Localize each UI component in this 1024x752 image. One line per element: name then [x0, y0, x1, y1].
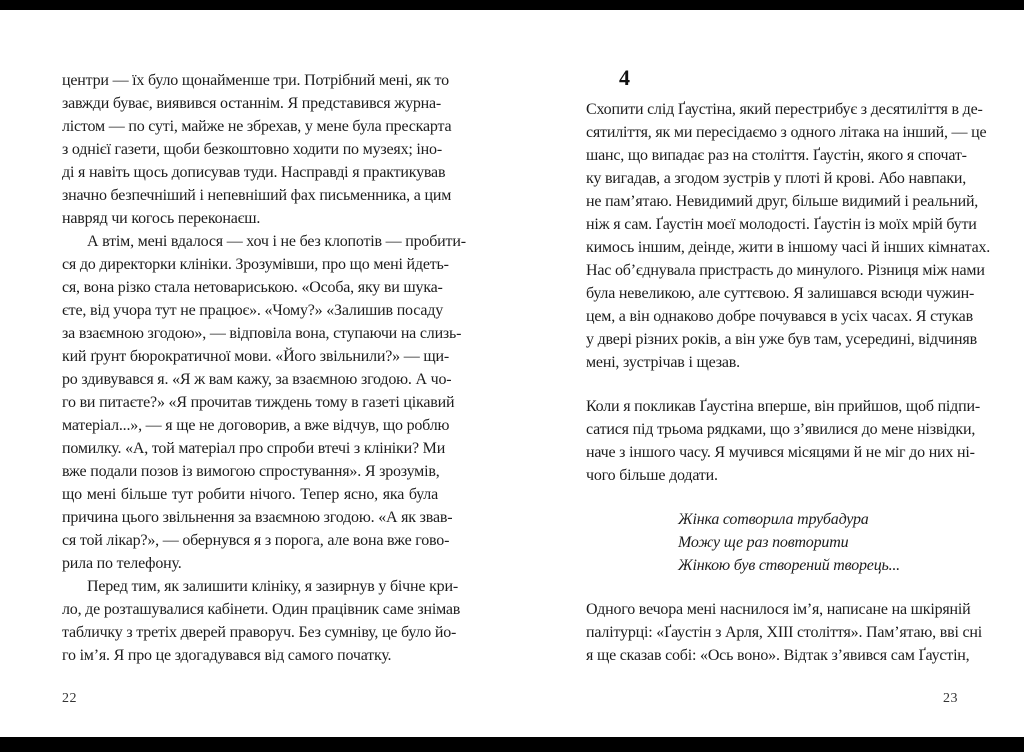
text-line: го ви питаєте?» «Я прочитав тиждень тому в газеті цікавий: [62, 394, 455, 411]
text-line: значно безпечніший і непевніший фах письменника, а цим: [62, 187, 452, 204]
text-line: причина цього звільнення за взаємною згодою. «А як звав-: [62, 509, 453, 526]
text-line: кий ґрунт бюрократичної мови. «Його звільнили?» — щи-: [62, 348, 449, 365]
text-line: єте, від учора тут не працює». «Чому?» «Залишив посаду: [62, 302, 443, 319]
text-line: що мені більше тут робити нічого. Тепер ясно, яка була: [62, 486, 438, 503]
paragraph: [586, 598, 983, 667]
blank-line-spacer: [586, 487, 958, 508]
page-left-text: [62, 69, 466, 667]
text-line: навряд чи когось переконаєш.: [62, 210, 261, 227]
text-line: ро здивувався я. «Я ж вам кажу, за взаємною згодою. А чо-: [62, 371, 452, 388]
text-line: центри — їх було щонайменше три. Потрібний мені, як то: [62, 72, 449, 89]
text-line: рила по телефону.: [62, 555, 182, 572]
text-line: палітурці: «Ґаустін з Арля, XIII століття». Пам’ятаю, вві сні: [586, 624, 983, 641]
page-number-left: 22: [62, 691, 77, 706]
text-line: А втім, мені вдалося — хоч і не без клопотів — пробити-: [87, 233, 466, 250]
verse-block: [678, 508, 958, 577]
text-line: Схопити слід Ґаустіна, який перестрибує з десятиліття в де-: [586, 101, 983, 118]
text-line: ло, де розташувалися кабінети. Один працівник саме знімав: [62, 601, 461, 618]
text-line: мені, зустрічав і щезав.: [586, 354, 740, 371]
fullscreen-top-bar: [0, 0, 1024, 10]
text-line: з однієї газети, щоби безкоштовно ходити по музеях; іно-: [62, 141, 442, 158]
paragraph: [62, 69, 452, 230]
verse-line: Можу ще раз повторити: [678, 534, 849, 551]
text-line: Одного вечора мені наснилося ім’я, написане на шкіряній: [586, 601, 971, 618]
text-line: ся той лікар?», — обернувся я з порога, але вона вже гово-: [62, 532, 450, 549]
paragraph: [586, 98, 991, 374]
text-line: лістом — по суті, майже не збрехав, у мене була прескарта: [62, 118, 452, 135]
verse-line: Жінка сотворила трубадура: [678, 511, 869, 528]
text-line: за взаємною згодою», — відповіла вона, ступаючи на слизь-: [62, 325, 462, 342]
paragraph: [62, 575, 461, 667]
text-line: ніж я сам. Ґаустін моєї молодості. Ґаустін із моїх мрій бути: [586, 216, 977, 233]
text-line: шанс, що випадає раз на століття. Ґаустін, якого я спочат-: [586, 147, 967, 164]
page-left[interactable]: [0, 10, 512, 737]
text-line: ді я навіть щось дописував туди. Насправді я практикував: [62, 164, 446, 181]
paragraph: [586, 395, 980, 487]
text-line: вже подали позов із вимогою спростування». Я зрозумів,: [62, 463, 440, 480]
paragraph: [62, 230, 466, 575]
text-line: чого більше додати.: [586, 467, 718, 484]
text-line: наче з іншого часу. Я мучився місяцями й не міг до них ні-: [586, 444, 975, 461]
text-line: табличку з третіх дверей праворуч. Без сумніву, це було йо-: [62, 624, 457, 641]
text-line: не пам’ятаю. Невидимий друг, більше видимий і реальний,: [586, 193, 979, 210]
page-right-text: [586, 65, 991, 667]
text-line: у двері різних років, а він уже був там, усередині, відчиняв: [586, 331, 977, 348]
fullscreen-bottom-bar: [0, 737, 1024, 752]
text-line: завжди буває, виявився останнім. Я представився журна-: [62, 95, 442, 112]
text-line: Коли я покликав Ґаустіна вперше, він прийшов, щоб підпи-: [586, 398, 980, 415]
text-line: Перед тим, як залишити клініку, я зазирнув у бічне кри-: [87, 578, 458, 595]
blank-line-spacer: [586, 374, 958, 395]
text-line: була невеликою, але суттєвою. Я залишався всюди чужин-: [586, 285, 975, 302]
text-line: ся до директорки клініки. Зрозумівши, про що мені йдеть-: [62, 256, 449, 273]
page-right[interactable]: [512, 10, 1024, 737]
text-line: помилку. «А, той матеріал про спроби втечі з клініки? Ми: [62, 440, 446, 457]
text-line: я ще сказав собі: «Ось воно». Відтак з’явився сам Ґаустін,: [586, 647, 970, 664]
text-line: ку вигадав, а згодом зустрів у плоті й крові. Або навпаки,: [586, 170, 967, 187]
text-line: го ім’я. Я про це здогадувався від самого початку.: [62, 647, 392, 664]
text-line: сатися під трьома рядками, що з’явилися до мене нізвідки,: [586, 421, 976, 438]
page-number-right: 23: [943, 691, 958, 706]
text-line: Нас об’єднувала пристрасть до минулого. Різниця між нами: [586, 262, 985, 279]
text-line: цем, а він однаково добре почувався в усіх часах. Я стукав: [586, 308, 973, 325]
text-line: матеріал...», — я ще не договорив, а вже відчув, що роблю: [62, 417, 450, 434]
text-line: сятиліття, як ми пересідаємо з одного літака на інший, — це: [586, 124, 987, 141]
text-line: ся, вона різко стала нетовариською. «Особа, яку ви шука-: [62, 279, 443, 296]
chapter-number: 4: [619, 65, 630, 90]
verse-line: Жінкою був створений творець...: [678, 557, 900, 574]
text-line: кимось іншим, деінде, жити в іншому часі й інших кімнатах.: [586, 239, 991, 256]
blank-line-spacer: [586, 577, 958, 598]
